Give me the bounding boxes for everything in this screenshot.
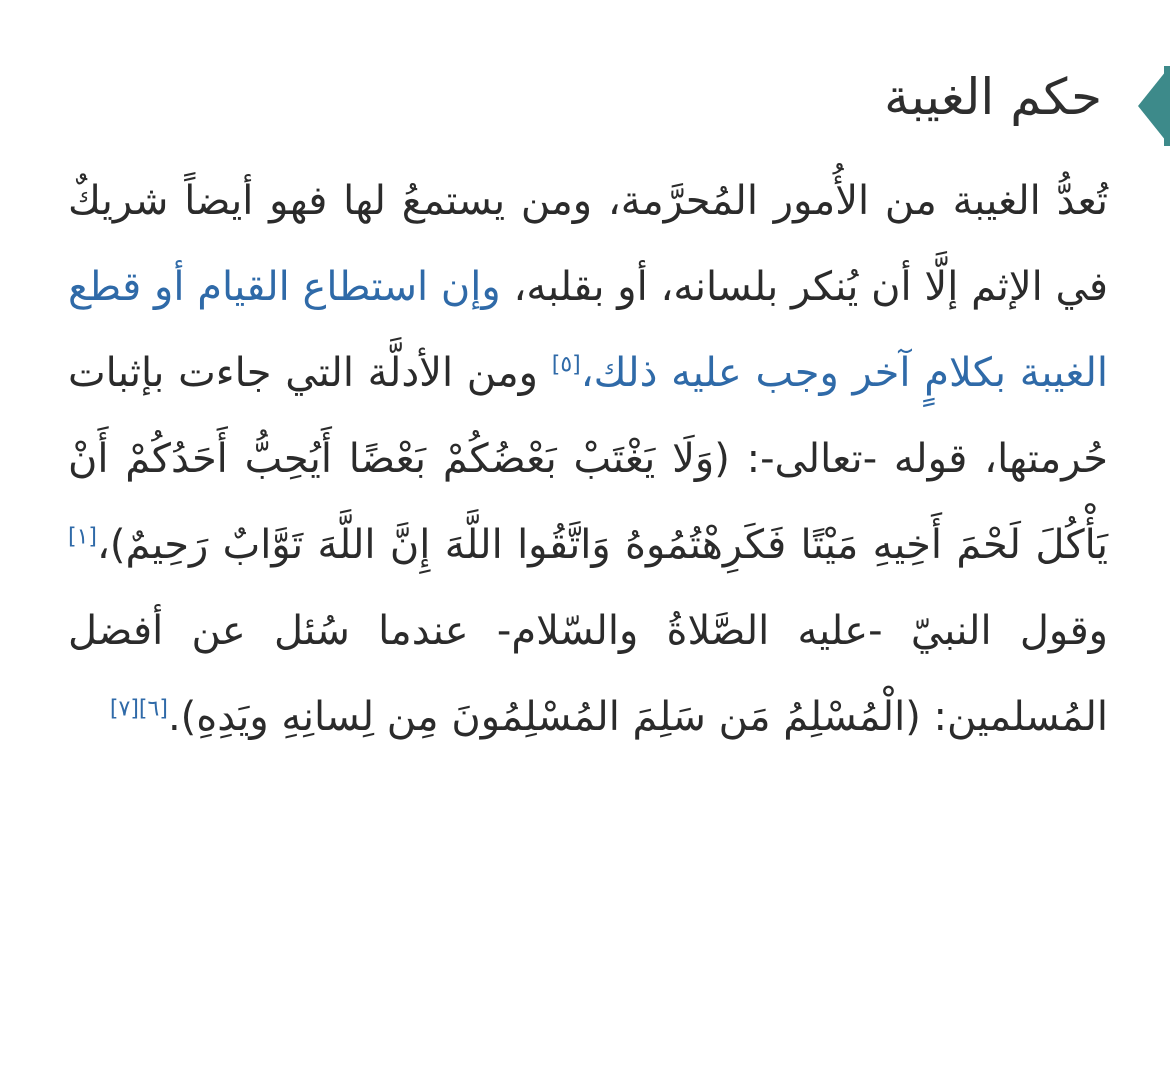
section-title: حكم الغيبة: [884, 68, 1102, 126]
hadith-text: (الْمُسْلِمُ مَن سَلِمَ المُسْلِمُونَ مِن لِسانِهِ ويَدِهِ).: [167, 694, 921, 740]
reference-link-1[interactable]: [١]: [68, 524, 98, 550]
section-heading: [0, 40, 1170, 150]
link-comma: ،: [580, 350, 594, 396]
intro-text: تُعدُّ الغيبة من الأُمور المُحرَّمة، ومن يستمعُ لها فهو أيضاً شريكٌ في الإثم إلَّا أن يُنكر بلسانه، أو بقلبه،: [68, 178, 1108, 310]
heading-marker-bar: [1164, 66, 1170, 146]
reference-link-5[interactable]: [٥]: [551, 352, 581, 378]
article-paragraph: [68, 158, 1108, 760]
reference-link-7[interactable]: [٧]: [109, 696, 139, 722]
hadith-intro-text: وقول النبيّ -عليه الصَّلاةُ والسّلام- عندما سُئل عن أفضل المُسلمين:: [68, 608, 1108, 740]
evidence-intro-text: ومن الأدلَّة التي جاءت بإثبات حُرمتها، قوله -تعالى-:: [68, 350, 1108, 482]
reference-link-6[interactable]: [٦]: [138, 696, 168, 722]
quran-verse: (وَلَا يَغْتَبْ بَعْضُكُمْ بَعْضًا أَيُحِبُّ أَحَدُكُمْ أَنْ يَأْكُلَ لَحْمَ أَخِيهِ مَيْتًا فَكَرِهْتُمُوهُ وَاتَّقُوا اللَّهَ إِنَّ اللَّهَ تَوَّابٌ رَحِيمٌ)،: [68, 436, 1108, 568]
inline-link[interactable]: وإن استطاع القيام أو قطع الغيبة بكلامٍ آخر وجب عليه ذلك: [68, 264, 1108, 396]
